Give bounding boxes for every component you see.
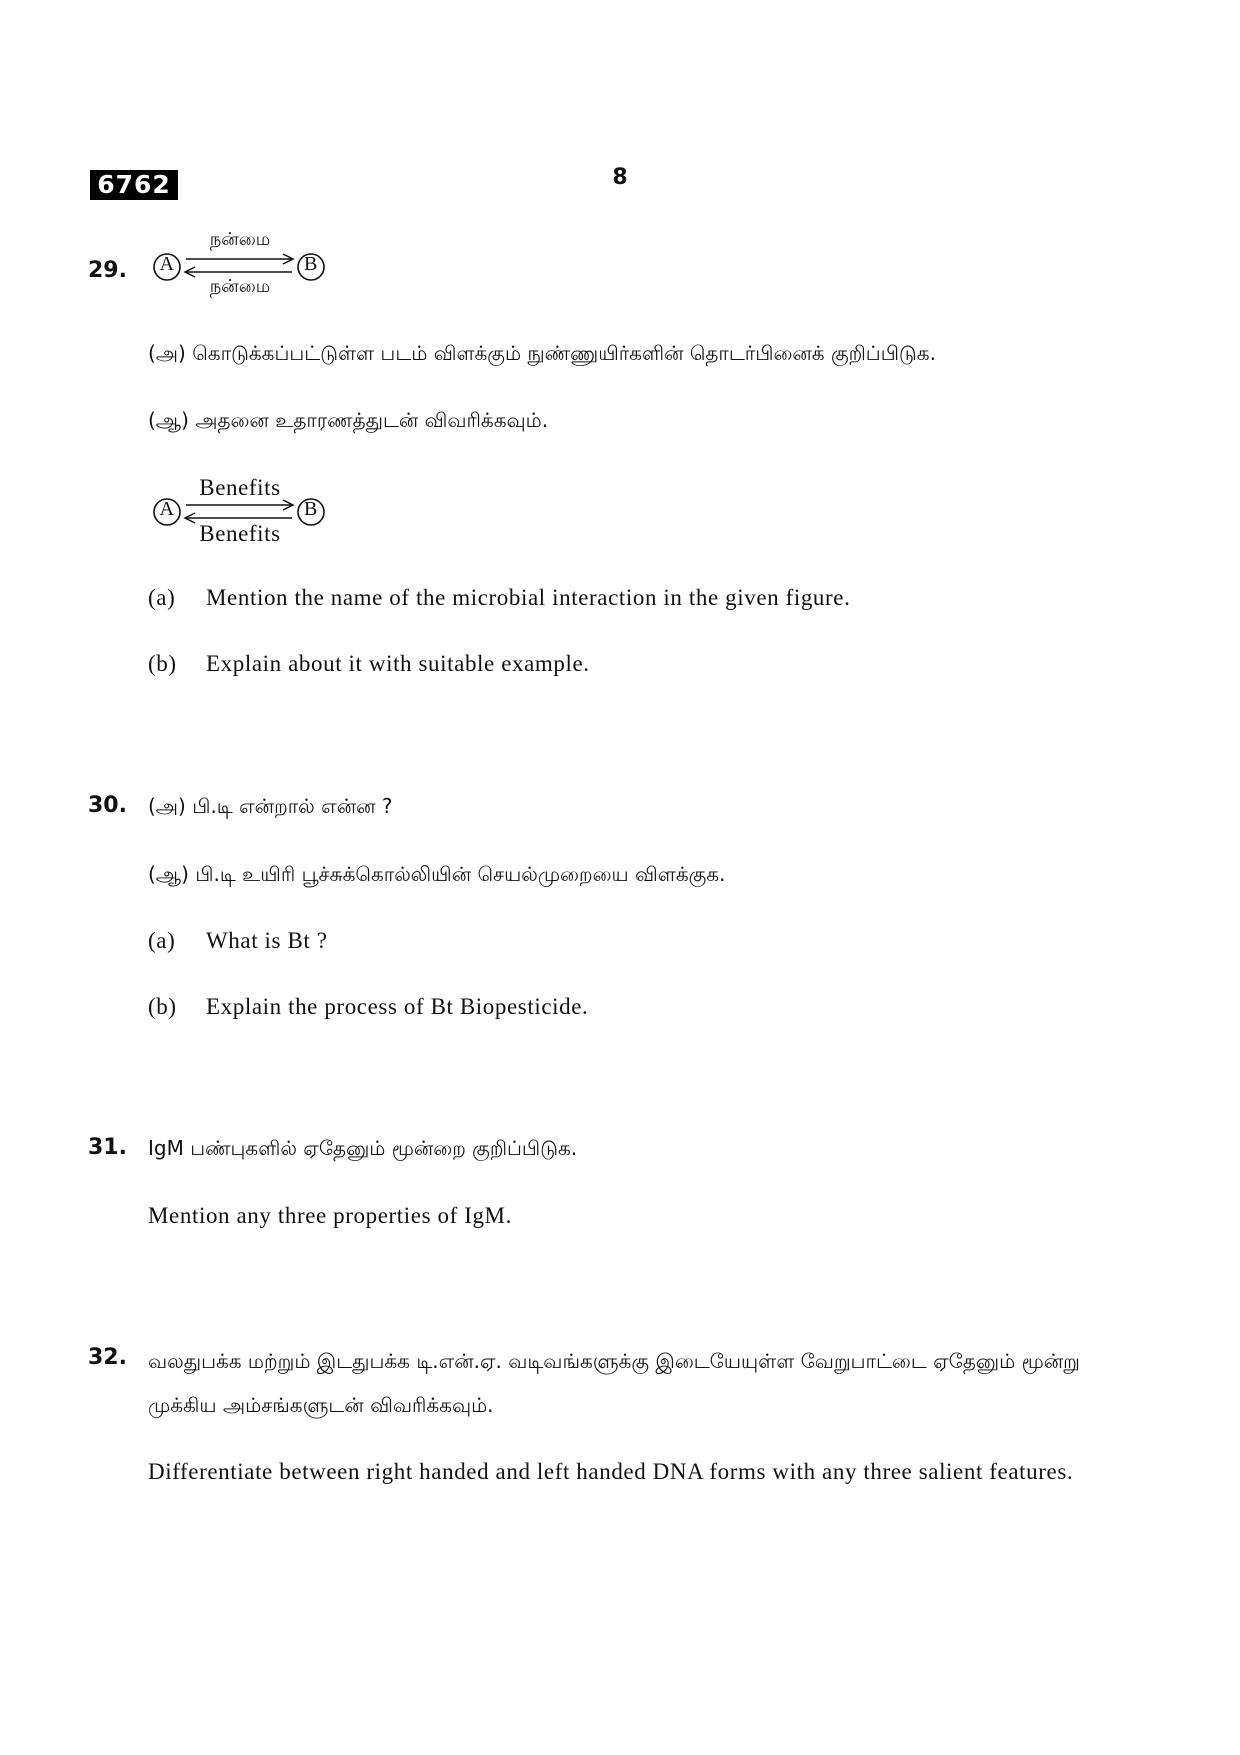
- part-text: கொடுக்கப்பட்டுள்ள படம் விளக்கும் நுண்ணுயிர்களின் தொடர்பினைக் குறிப்பிடுக.: [192, 341, 936, 365]
- interaction-diagram-english: [150, 477, 330, 547]
- q29-english-part-b: [148, 651, 590, 677]
- interaction-diagram-tamil: [150, 229, 330, 302]
- node-a-label: A: [159, 498, 175, 520]
- diagram-top-label: Benefits: [199, 475, 281, 500]
- question-number-30: 30.: [88, 793, 127, 818]
- question-number-29: 29.: [88, 258, 127, 283]
- part-label: (அ): [148, 341, 186, 365]
- diagram-top-label: நன்மை: [209, 229, 271, 250]
- part-label: (ஆ): [148, 862, 189, 886]
- part-text: பி.டி என்றால் என்ன ?: [192, 794, 393, 818]
- node-b-label: B: [304, 253, 318, 275]
- q29-english-part-a: [148, 585, 850, 611]
- q30-english-part-b: [148, 994, 588, 1020]
- part-text: Explain about it with suitable example.: [206, 651, 590, 676]
- q29-tamil-part-a: [148, 341, 936, 368]
- part-text: Explain the process of Bt Biopesticide.: [206, 994, 589, 1019]
- part-label: (a): [148, 585, 176, 610]
- diagram-bottom-label: நன்மை: [209, 276, 271, 297]
- question-number-31: 31.: [88, 1135, 127, 1160]
- node-a-label: A: [159, 253, 175, 275]
- part-label: (a): [148, 928, 176, 953]
- page-number: 8: [612, 165, 628, 190]
- part-text: Mention the name of the microbial interaction in the given figure.: [206, 585, 851, 610]
- q30-english-part-a: [148, 928, 328, 954]
- part-label: (அ): [148, 794, 186, 818]
- question-number-32: 32.: [88, 1345, 127, 1370]
- part-text: பி.டி உயிரி பூச்சுக்கொல்லியின் செயல்முறையை விளக்குக.: [195, 862, 726, 886]
- q31-tamil-text: IgM பண்புகளில் ஏதேனும் மூன்றை குறிப்பிடுக.: [148, 1136, 578, 1160]
- part-text: What is Bt ?: [206, 928, 328, 953]
- q29-tamil-part-b: [148, 408, 548, 435]
- part-label: (ஆ): [148, 408, 189, 432]
- q32-english-text: Differentiate between right handed and left handed DNA forms with any three salient features.: [148, 1459, 1074, 1484]
- q32-tamil-text: வலதுபக்க மற்றும் இடதுபக்க டி.என்.ஏ. வடிவங்களுக்கு இடையேயுள்ள வேறுபாட்டை ஏதேனும் மூன்று முக்கிய அம்சங்களுடன் விவரிக்கவும்.: [148, 1349, 1080, 1417]
- part-label: (b): [148, 651, 177, 676]
- q31-english-text: Mention any three properties of IgM.: [148, 1203, 512, 1228]
- part-text: அதனை உதாரணத்துடன் விவரிக்கவும்.: [195, 408, 549, 432]
- part-label: (b): [148, 994, 177, 1019]
- diagram-bottom-label: Benefits: [199, 521, 281, 546]
- q30-tamil-part-b: [148, 862, 725, 889]
- q30-tamil-part-a: [148, 794, 392, 821]
- node-b-label: B: [304, 498, 318, 520]
- paper-code: 6762: [90, 170, 178, 200]
